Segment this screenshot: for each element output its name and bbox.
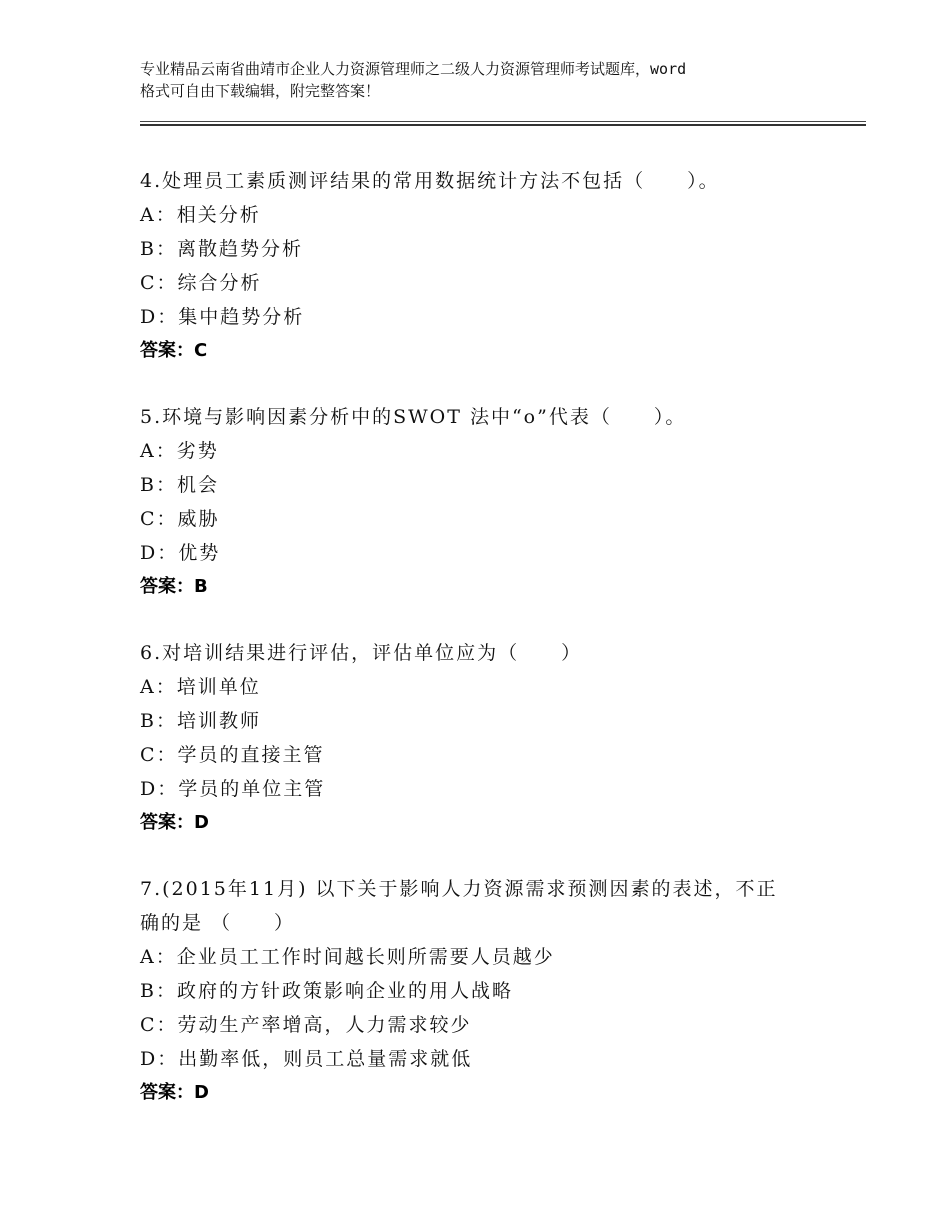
header-divider-thin [140,121,866,122]
option-d: D：集中趋势分析 [140,306,305,328]
answer-label: 答案：D [140,812,209,833]
option-c: C：学员的直接主管 [140,744,325,766]
option-b: B：培训教师 [140,710,261,732]
question-4 [140,164,840,368]
header-line-1: 专业精品云南省曲靖市企业人力资源管理师之二级人力资源管理师考试题库，word [140,60,687,78]
option-a: A：相关分析 [140,204,261,226]
option-d: D：优势 [140,542,221,564]
question-stem: 5.环境与影响因素分析中的SWOT 法中“o”代表（ ）。 [140,406,687,428]
option-c: C：劳动生产率增高，人力需求较少 [140,1014,472,1036]
option-b: B：政府的方针政策影响企业的用人战略 [140,980,513,1002]
option-a: A：企业员工工作时间越长则所需要人员越少 [140,946,555,968]
option-c: C：综合分析 [140,272,262,294]
question-stem: 6.对培训结果进行评估，评估单位应为（ ） [140,642,583,664]
option-d: D：学员的单位主管 [140,778,326,800]
option-d: D：出勤率低，则员工总量需求就低 [140,1048,473,1070]
header-divider-thick [140,124,866,126]
document-header [140,58,840,102]
question-list [140,164,840,1142]
question-stem: 4.处理员工素质测评结果的常用数据统计方法不包括（ ）。 [140,170,720,192]
question-7 [140,872,840,1110]
question-6 [140,636,840,840]
question-stem-line-1: 7.(2015年11月) 以下关于影响人力资源需求预测因素的表述，不正 [140,878,778,900]
option-b: B：离散趋势分析 [140,238,303,260]
answer-label: 答案：B [140,576,208,597]
option-a: A：劣势 [140,440,219,462]
question-stem-line-2: 确的是 （ ） [140,912,296,934]
option-a: A：培训单位 [140,676,261,698]
question-5 [140,400,840,604]
answer-label: 答案：D [140,1082,209,1103]
option-b: B：机会 [140,474,219,496]
answer-label: 答案：C [140,340,208,361]
header-line-2: 格式可自由下载编辑，附完整答案！ [140,82,381,100]
option-c: C：威胁 [140,508,220,530]
